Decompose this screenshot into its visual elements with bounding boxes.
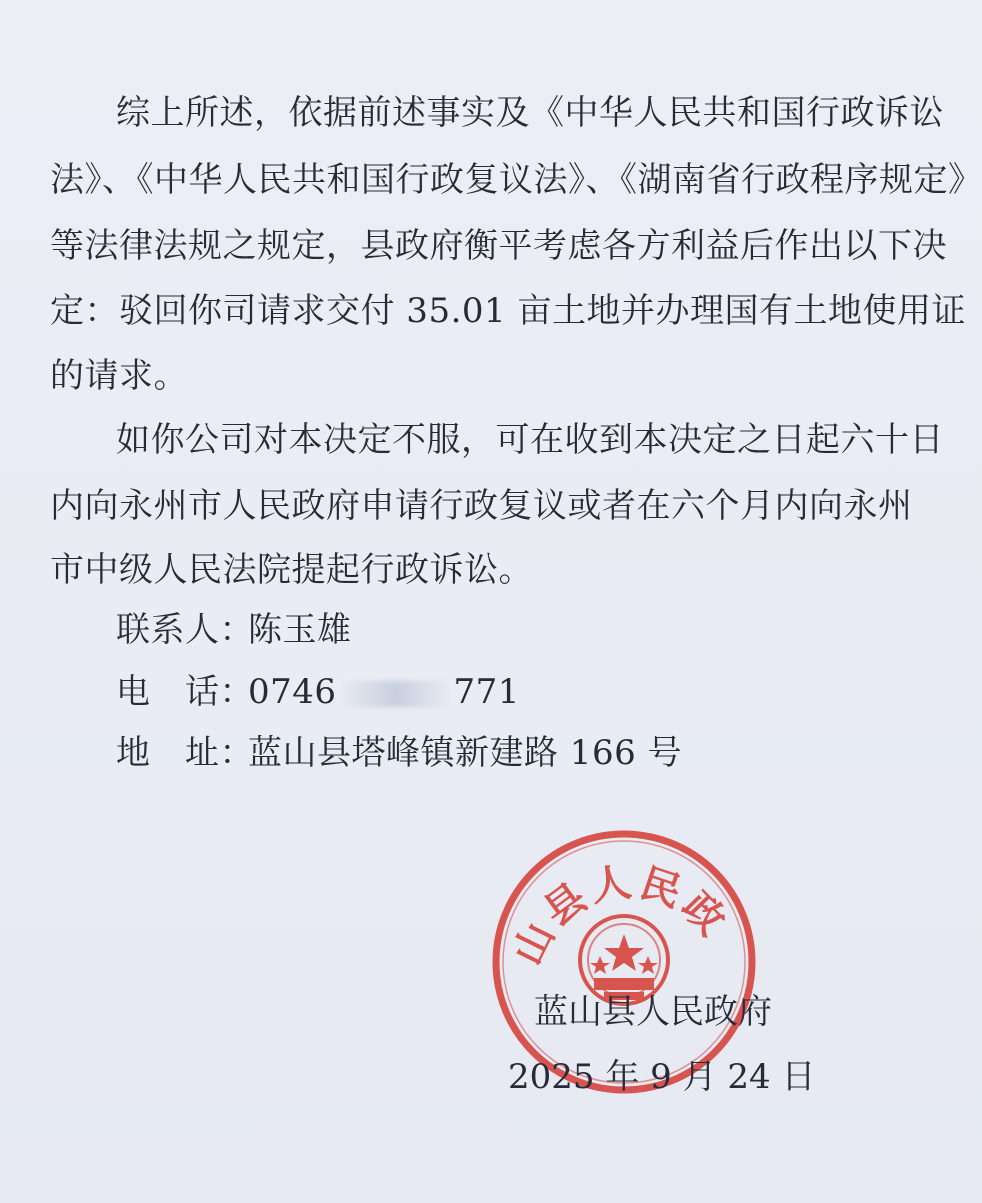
paragraph-1-line-4: 定：驳回你司请求交付 35.01 亩土地并办理国有土地使用证 (50, 291, 966, 331)
contact-address-label: 地 址： (116, 733, 254, 773)
paragraph-2-line-1: 如你公司对本决定不服，可在收到本决定之日起六十日 (116, 420, 944, 460)
paragraph-1-line-5: 的请求。 (50, 356, 188, 396)
contact-person-value: 陈玉雄 (248, 610, 352, 650)
paragraph-2-line-2: 内向永州市人民政府申请行政复议或者在六个月内向永州 (50, 486, 913, 526)
contact-address-value: 蓝山县塔峰镇新建路 166 号 (248, 733, 683, 773)
paragraph-2-line-3: 市中级人民法院提起行政诉讼。 (50, 550, 533, 590)
contact-phone-row (116, 667, 520, 717)
signing-organization: 蓝山县人民政府 (534, 992, 772, 1032)
contact-address-row (116, 728, 682, 778)
signing-date: 2025 年 9 月 24 日 (508, 1057, 816, 1097)
paragraph-1-line-2: 法》、《中华人民共和国行政复议法》、《湖南省行政程序规定》 (50, 160, 982, 200)
contact-phone-prefix: 0746 (248, 672, 337, 712)
contact-person-row (116, 605, 352, 655)
contact-phone-suffix: 771 (453, 672, 520, 712)
paragraph-1-line-1: 综上所述，依据前述事实及《中华人民共和国行政诉讼 (116, 93, 944, 133)
paragraph-1-line-3: 等法律法规之规定，县政府衡平考虑各方利益后作出以下决 (50, 226, 947, 266)
svg-text:山县人民政: 山县人民政 (503, 857, 738, 973)
contact-phone-label: 电 话： (116, 672, 254, 712)
phone-redaction (343, 681, 448, 707)
contact-person-label: 联系人： (116, 610, 254, 650)
